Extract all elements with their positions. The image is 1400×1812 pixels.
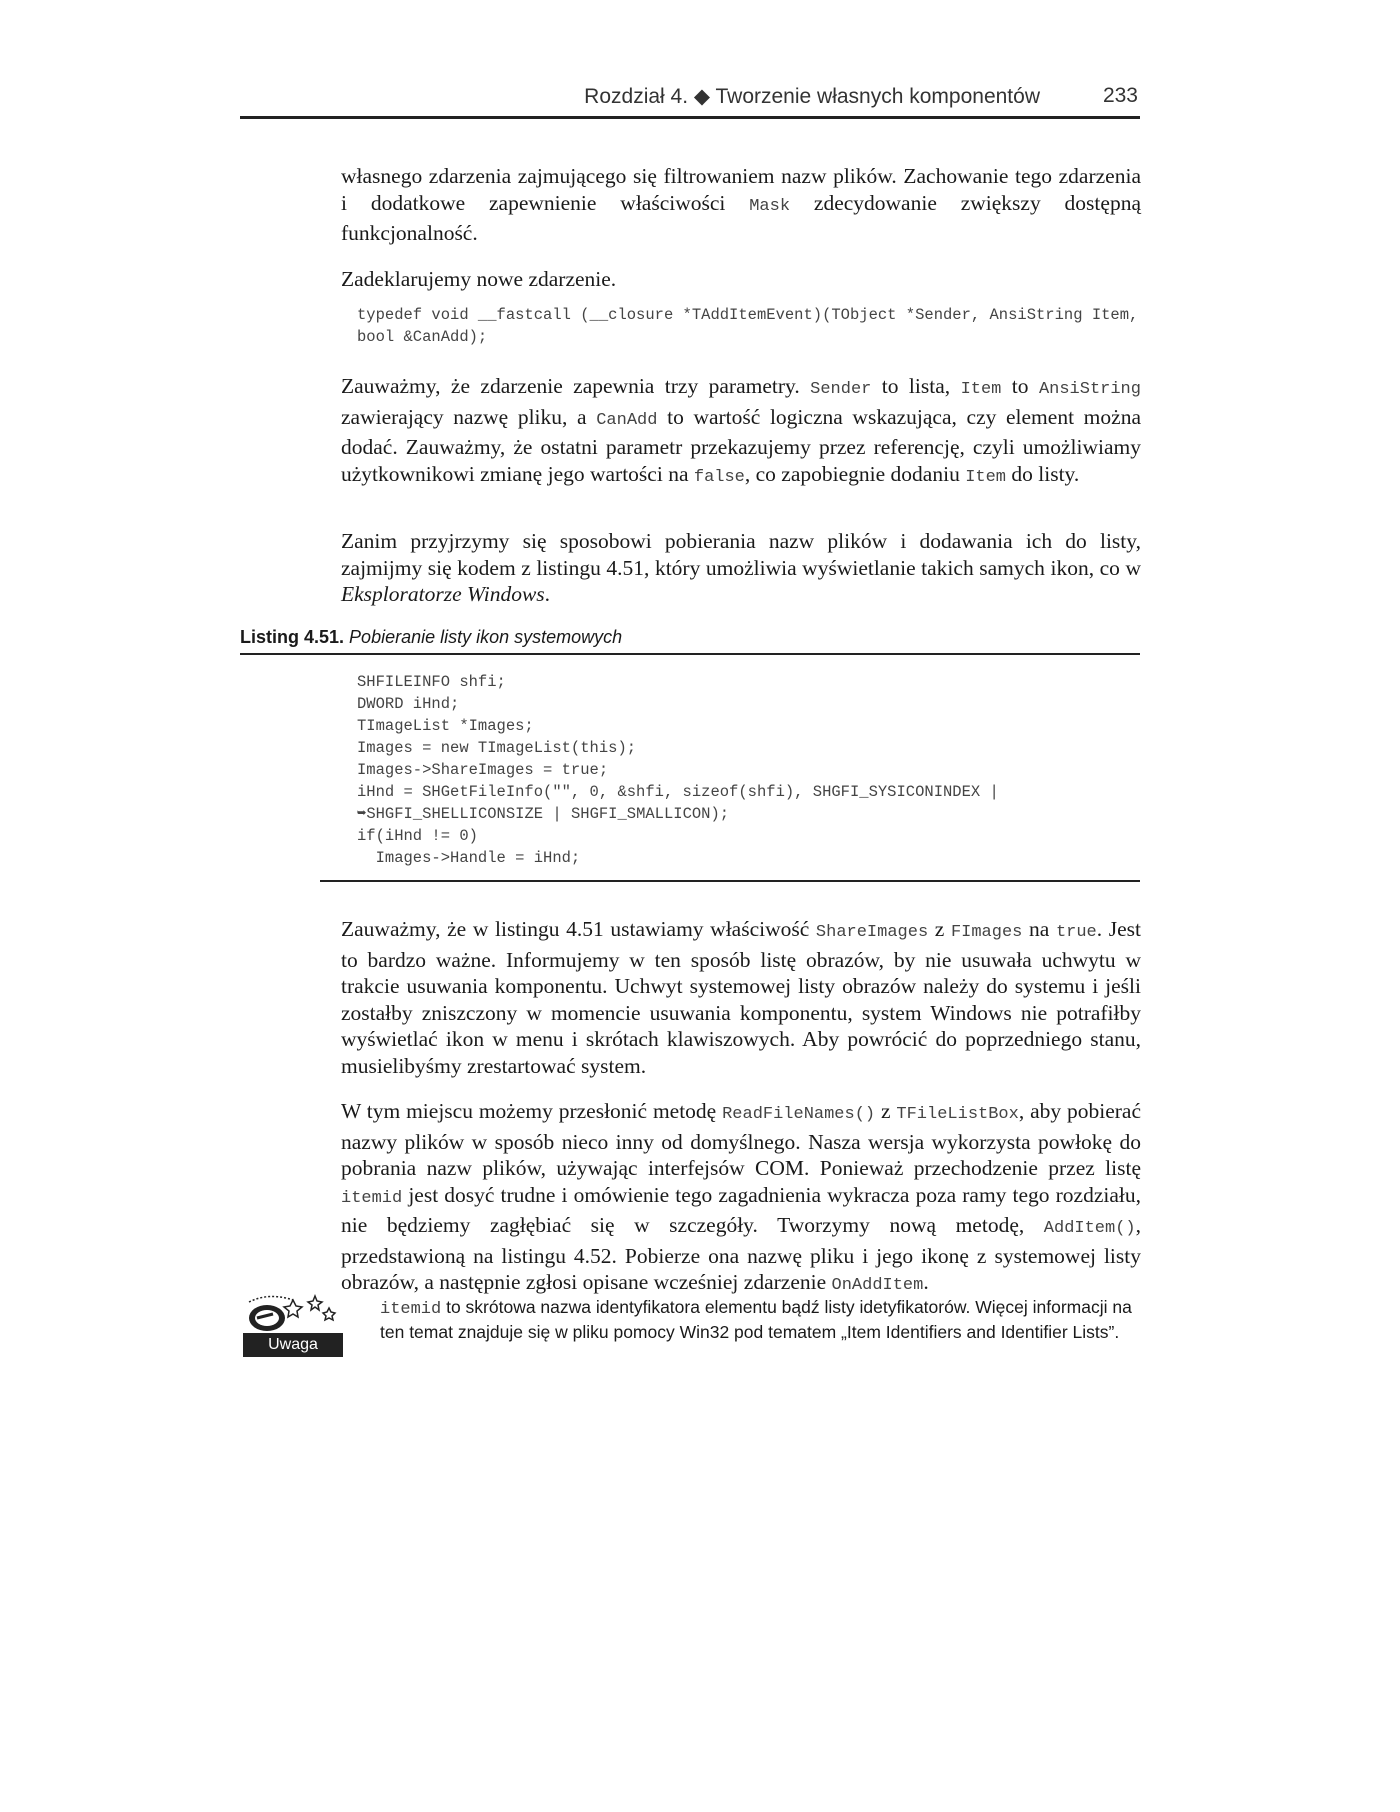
paragraph-1: własnego zdarzenia zajmującego się filtrowaniem nazw plików. Zachowanie tego zdarzenia i dodatkowe zapewnienie właściwości Mask zdecydowanie zwiększy dostępną funkcjonalność. <box>341 164 1141 245</box>
inline-code: Mask <box>749 196 791 216</box>
page-number: 233 <box>1102 84 1138 107</box>
paragraph-5: Zauważmy, że w listingu 4.51 ustawiamy właściwość ShareImages z FImages na true. Jest to bardzo ważne. Informujemy w ten sposób listę obrazów, by nie usuwała uchwytu w trakcie usuwania komponentu. Uchwyt systemowej listy obrazów należy do systemu i jeśli zostałby zniszczony w momencie usuwania komponentu, system Windows nie potrafiłby wyświetlać ikon w menu i skrótach klawiszowych. Aby powrócić do poprzedniego stanu, musielibyśmy zrestartować system. <box>341 917 1142 1078</box>
listing-caption <box>240 627 1140 655</box>
note-text: itemid to skrótowa nazwa identyfikatora elementu bądź listy idetyfikatorów. Więcej informacji na ten temat znajduje się w pliku pomocy Win32 pod tematem „Item Identifiers and Identifier Lists”. <box>380 1297 1132 1342</box>
code-typedef: typedef void __fastcall (__closure *TAddItemEvent)(TObject *Sender, AnsiString Item, bool &CanAdd); <box>357 306 1139 346</box>
listing-label: Listing 4.51. <box>240 627 345 647</box>
listing-title: Pobieranie listy ikon systemowych <box>349 627 623 647</box>
code-listing-4-51: SHFILEINFO shfi; DWORD iHnd; TImageList *Images; Images = new TImageList(this); Images->ShareImages = true; iHnd = SHGetFileInfo("", 0, &shfi, sizeof(shfi), SHGFI_SYSICONINDEX | ➥SHGFI_SHELLICONSIZE | SHGFI_SMALLICON); if(iHnd != 0) Images->Handle = iHnd; <box>357 673 999 867</box>
paragraph-6: W tym miejscu możemy przesłonić metodę ReadFileNames() z TFileListBox, aby pobierać nazwy plików w sposób nieco inny od domyślnego. Nasza wersja wykorzysta powłokę do pobrania nazw plików, używając interfejsów COM. Ponieważ przechodzenie przez listę itemid jest dosyć trudne i omówienie tego zagadnienia wykracza poza ramy tego rozdziału, nie będziemy zagłębiać się w szczegóły. Tworzymy nową metodę, AddItem(), przedstawioną na listingu 4.52. Pobierze ona nazwę pliku i jego ikonę z systemowej listy obrazów, a następnie zgłosi opisane wcześniej zdarzenie OnAddItem. <box>341 1099 1141 1295</box>
listing-end-rule <box>320 880 1140 882</box>
paragraph-3: Zauważmy, że zdarzenie zapewnia trzy parametry. Sender to lista, Item to AnsiString zawierający nazwę pliku, a CanAdd to wartość logiczna wskazująca, czy element można dodać. Zauważmy, że ostatni parametr przekazujemy przez referencję, czyli umożliwiamy użytkownikowi zmianę jego wartości na false, co zapobiegnie dodaniu Item do listy. <box>341 374 1141 487</box>
chapter-title: Rozdział 4. ◆ Tworzenie własnych komponentów <box>584 85 1040 108</box>
paragraph-4: Zanim przyjrzymy się sposobowi pobierania nazw plików i dodawania ich do listy, zajmijmy się kodem z listingu 4.51, który umożliwia wyświetlanie takich samych ikon, co w Eksploratorze Windows. <box>341 529 1141 606</box>
paragraph-2: Zadeklarujemy nowe zdarzenie. <box>341 267 617 291</box>
note-label: Uwaga <box>243 1333 343 1357</box>
running-header <box>240 82 1140 119</box>
